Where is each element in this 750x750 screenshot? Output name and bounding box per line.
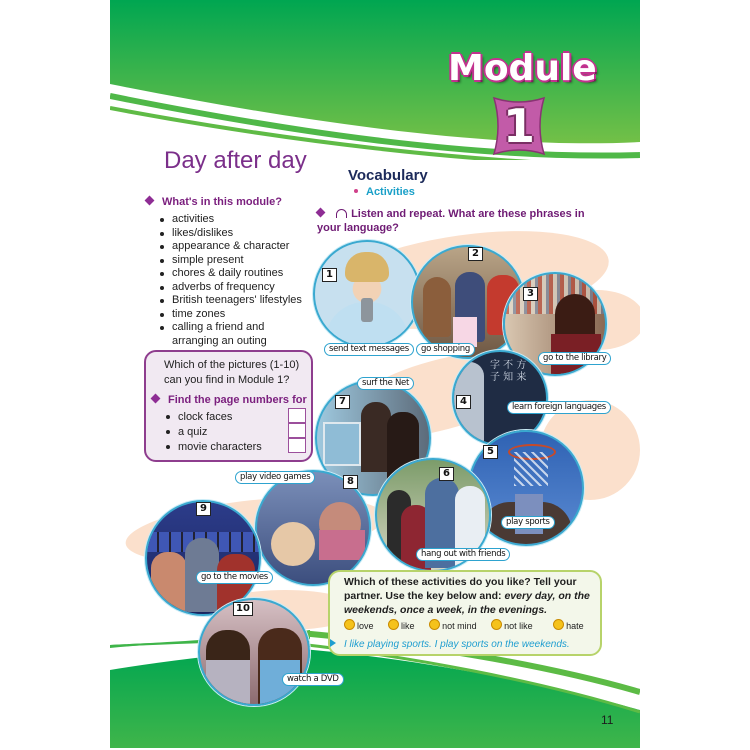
find-heading — [152, 394, 307, 406]
list-item: British teenagers' lifestyles — [158, 294, 316, 308]
list-item: calling a friend and arranging an outing — [158, 321, 282, 348]
picture-number: 9 — [196, 502, 211, 516]
picture-label: go to the movies — [196, 571, 273, 584]
module-number: 1 — [502, 99, 535, 153]
example-sentence — [330, 639, 570, 650]
picture-label: surf the Net — [357, 377, 414, 390]
smiley-love-icon — [344, 619, 355, 630]
find-list — [164, 410, 284, 455]
list-item: time zones — [158, 308, 316, 322]
picture-label: play sports — [501, 516, 555, 529]
contents-list — [158, 213, 316, 348]
page-number-box[interactable] — [288, 408, 306, 423]
list-item: chores & daily routines — [158, 267, 316, 281]
diamond-bullet-icon — [151, 394, 161, 404]
smiley-not-like-icon — [491, 619, 502, 630]
key-label: like — [401, 621, 415, 631]
picture-number: 5 — [483, 445, 498, 459]
contents-heading — [146, 195, 316, 210]
textbook-page — [110, 0, 640, 748]
picture-label: play video games — [235, 471, 315, 484]
pictures-question: Which of the pictures (1-10) can you find in Module 1? — [164, 359, 300, 386]
list-item: simple present — [158, 254, 316, 268]
picture-number: 6 — [439, 467, 454, 481]
picture-label: send text messages — [324, 343, 414, 356]
prompt-italic-text: every day, on the weekends, once a week, in the evenings. — [344, 590, 590, 616]
key-label: not like — [504, 621, 533, 631]
picture-label: hang out with friends — [416, 548, 510, 561]
dot-bullet-icon — [354, 189, 358, 193]
picture-number: 2 — [468, 247, 483, 261]
listen-instruction — [317, 207, 607, 235]
list-item: activities — [158, 213, 316, 227]
key-hate — [553, 619, 584, 631]
triangle-bullet-icon — [330, 639, 336, 647]
smiley-hate-icon — [553, 619, 564, 630]
instruction-text: Listen and repeat. What are these phrases in your language? — [317, 208, 585, 234]
picture-label: go shopping — [416, 343, 475, 356]
key-love — [344, 619, 374, 631]
list-item: appearance & character — [158, 240, 316, 254]
key-label: hate — [566, 621, 584, 631]
picture-number: 1 — [322, 268, 337, 282]
example-text: I like playing sports. I play sports on the weekends. — [344, 639, 570, 650]
photo-send-text-messages — [313, 240, 421, 348]
vocabulary-subtitle — [354, 186, 415, 198]
module-number-badge — [490, 96, 548, 156]
feelings-key — [344, 619, 596, 631]
list-item: movie characters — [164, 440, 284, 455]
key-like — [388, 619, 415, 631]
list-item: clock faces — [164, 410, 284, 425]
picture-number: 3 — [523, 287, 538, 301]
headphones-icon — [336, 209, 347, 218]
diamond-bullet-icon — [316, 208, 326, 218]
key-not-like — [491, 619, 533, 631]
question-box — [144, 350, 313, 462]
diamond-bullet-icon — [145, 196, 155, 206]
chalk-characters: 字 不 方 子 知 来 — [490, 360, 527, 383]
key-not-mind — [429, 619, 477, 631]
speaking-activity-box — [328, 570, 602, 656]
prompt-text: Which of these activities do you like? Tell your partner. Use the key below and: — [344, 576, 577, 602]
picture-label: learn foreign languages — [507, 401, 611, 414]
smiley-like-icon — [388, 619, 399, 630]
list-item: likes/dislikes — [158, 227, 316, 241]
page-number-box[interactable] — [288, 438, 306, 453]
find-heading-text: Find the page numbers for — [168, 394, 307, 406]
page-number: 11 — [601, 713, 614, 727]
speaking-prompt — [344, 575, 598, 617]
picture-number: 10 — [233, 602, 253, 616]
picture-label: watch a DVD — [282, 673, 344, 686]
smiley-neutral-icon — [429, 619, 440, 630]
picture-label: go to the library — [538, 352, 611, 365]
contents-heading-text: What's in this module? — [162, 196, 282, 208]
list-item: a quiz — [164, 425, 284, 440]
picture-number: 7 — [335, 395, 350, 409]
photo-watch-a-dvd — [198, 598, 310, 706]
list-item: adverbs of frequency — [158, 281, 316, 295]
module-contents — [146, 195, 316, 348]
subtitle-text: Activities — [366, 186, 415, 198]
page-number-box[interactable] — [288, 423, 306, 438]
key-label: love — [357, 621, 374, 631]
unit-title: Day after day — [164, 147, 307, 174]
picture-number: 4 — [456, 395, 471, 409]
module-title: Module — [448, 48, 597, 89]
key-label: not mind — [442, 621, 477, 631]
vocabulary-title: Vocabulary — [348, 167, 428, 184]
picture-number: 8 — [343, 475, 358, 489]
